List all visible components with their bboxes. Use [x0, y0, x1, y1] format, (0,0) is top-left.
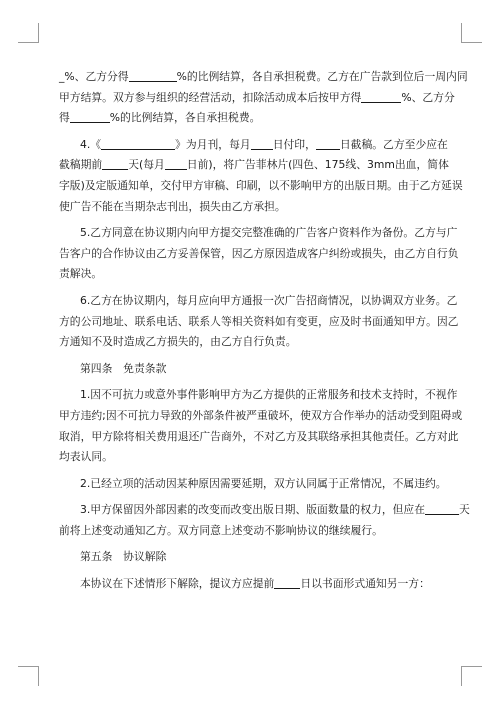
text-segment: 日以书面形式通知另一方： [300, 577, 430, 591]
text-segment: 4.《 [80, 137, 102, 151]
text-line [59, 427, 459, 448]
fill-in-blank [70, 111, 110, 123]
text-segment: 天(每月 [128, 158, 165, 172]
text-line [59, 359, 442, 380]
text-segment: 日前)，将广告菲林片(四色、175线、3mm出血，简体 [186, 158, 449, 172]
text-segment: 3.甲方保留因外部因素的改变而改变出版日期、版面数量的权力，但应在 [80, 503, 426, 517]
crop-mark-top-right [461, 23, 462, 43]
text-line [59, 197, 442, 218]
crop-mark-top-right [461, 42, 482, 43]
text-line [59, 155, 449, 176]
text-segment: 2.已经立项的活动因某种原因需要延期，双方认同属于正常情况，不属违约。 [80, 476, 447, 490]
text-segment: 字版)及定版通知单，交付甲方审稿、印刷，以不影响甲方的出版日期。由于乙方延误 [59, 178, 463, 192]
text-segment: 使广告不能在当期杂志刊出，损失由乙方承担。 [59, 199, 286, 213]
text-segment: %、乙方分 [401, 90, 455, 104]
fill-in-blank [165, 158, 187, 170]
fill-in-blank [102, 158, 128, 170]
crop-mark-bottom-right [461, 666, 482, 667]
text-line [59, 312, 459, 333]
text-segment: 均表认同。 [59, 450, 113, 464]
text-segment: 告客户的合作协议由乙方妥善保管，因乙方原因造成客户纠纷或损失，由乙方自行负 [59, 246, 459, 260]
text-segment: 日截稿。乙方至少应在 [339, 137, 448, 151]
crop-mark-top-left [18, 42, 39, 43]
fill-in-blank [251, 138, 273, 150]
text-segment: _%、乙方分得 [59, 70, 129, 83]
text-segment: %的比例结算，各自承担税费。乙方在广告款到位后一周内同 [176, 70, 468, 83]
fill-in-blank [425, 503, 459, 515]
text-segment: 甲方结算。双方参与组织的经营活动，扣除活动成本后按甲方得 [59, 90, 362, 104]
text-segment: 责解决。 [59, 267, 103, 281]
text-line [59, 385, 458, 406]
crop-mark-bottom-left [38, 666, 39, 686]
text-segment: 6.乙方在协议期内，每月应向甲方通报一次广告招商情况，以协调双方业务。乙 [80, 293, 458, 307]
text-segment: 本协议在下述情形下解除，提议方应提前 [80, 577, 275, 591]
text-segment: 甲方违约;因不可抗力导致的外部条件被严重破坏，使双方合作举办的活动受到阻碍或 [59, 408, 463, 422]
text-segment: 第四条 免责条款 [80, 361, 167, 375]
crop-mark-bottom-left [18, 666, 39, 667]
text-line [59, 447, 442, 468]
text-line [59, 88, 455, 109]
text-line [59, 108, 442, 129]
text-segment: 天 [459, 503, 470, 517]
text-line [59, 474, 447, 495]
text-line [59, 291, 458, 312]
text-line [59, 223, 458, 244]
contract-body-text [59, 67, 470, 595]
fill-in-blank [274, 577, 300, 589]
fill-in-blank [101, 138, 175, 150]
text-segment: %的比例结算，各自承担税费。 [109, 111, 261, 125]
text-line [59, 135, 448, 156]
text-line [59, 521, 442, 542]
text-line [59, 244, 459, 265]
fill-in-blank [316, 138, 340, 150]
text-segment: 得 [59, 111, 70, 125]
text-segment: 5.乙方同意在协议期内向甲方提交完整准确的广告客户资料作为备份。乙方与广 [80, 226, 458, 240]
fill-in-blank [129, 70, 177, 82]
text-segment: 取消，甲方除将相关费用退还广告商外，不对乙方及其联络承担其他责任。乙方对此 [59, 429, 459, 443]
text-segment: 方通知不及时造成乙方损失的，由乙方自行负责。 [59, 335, 297, 349]
text-segment: 1.因不可抗力或意外事件影响甲方为乙方提供的正常服务和技术支持时，不视作 [80, 388, 458, 402]
text-line [59, 574, 442, 595]
text-line [59, 500, 470, 521]
text-segment: 前将上述变动通知乙方。双方同意上述变动不影响协议的继续履行。 [59, 523, 383, 537]
text-line [59, 332, 442, 353]
text-segment: 第五条 协议解除 [80, 550, 167, 564]
crop-mark-bottom-right [461, 666, 462, 686]
text-line [59, 264, 442, 285]
text-segment: 》为月刊，每月 [175, 137, 251, 151]
text-segment: 日付印， [272, 137, 316, 151]
text-segment: 截稿期前 [59, 158, 103, 172]
text-line [59, 67, 468, 88]
text-line [59, 406, 463, 427]
text-segment: 方的公司地址、联系电话、联系人等相关资料如有变更，应及时书面通知甲方。因乙 [59, 314, 459, 328]
text-line [59, 176, 463, 197]
fill-in-blank [361, 91, 401, 103]
text-line [59, 547, 442, 568]
crop-mark-top-left [38, 23, 39, 43]
